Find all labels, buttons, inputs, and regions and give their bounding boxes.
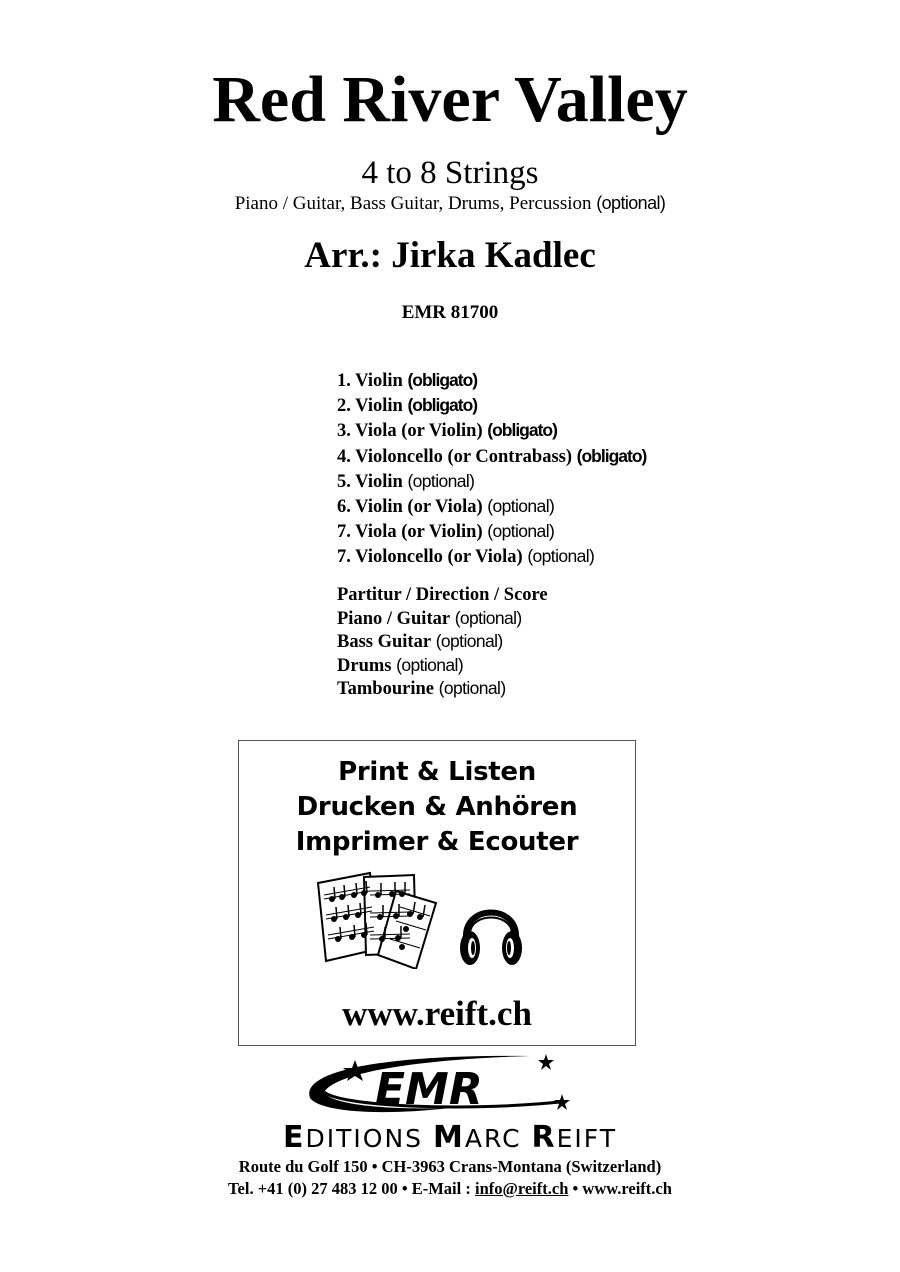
part-note: (optional)	[487, 521, 555, 542]
extra-note: (optional)	[435, 631, 503, 652]
extra-item	[337, 654, 548, 678]
extra-name: Tambourine	[337, 679, 434, 700]
instrumentation-optional: (optional)	[596, 193, 666, 213]
part-item	[337, 519, 646, 544]
extra-note: (optional)	[438, 678, 506, 699]
headphones-icon	[458, 894, 524, 968]
publisher-contact	[0, 1179, 900, 1199]
part-note: (obligato)	[576, 445, 647, 466]
contact-phone: Tel. +41 (0) 27 483 12 00 • E-Mail :	[228, 1179, 475, 1198]
extra-name: Piano / Guitar	[337, 608, 451, 629]
part-note: (optional)	[527, 546, 595, 567]
part-name: 2. Violin	[337, 396, 403, 417]
part-note: (obligato)	[407, 395, 478, 416]
arranger: Arr.: Jirka Kadlec	[304, 235, 596, 276]
part-item	[337, 544, 646, 569]
extra-item	[337, 677, 548, 701]
part-item	[337, 494, 646, 519]
contact-website[interactable]: • www.reift.ch	[568, 1179, 672, 1198]
print-listen-fr: Imprimer & Ecouter	[295, 827, 579, 857]
emr-logo-text: EMR	[375, 1064, 483, 1115]
publisher-initial-r: R	[531, 1120, 557, 1155]
part-name: 7. Violoncello (or Viola)	[337, 547, 523, 568]
print-listen-en: Print & Listen	[338, 757, 536, 787]
extra-name: Drums	[337, 655, 392, 676]
extra-item	[337, 607, 548, 631]
emr-logo	[300, 1050, 600, 1120]
publisher-initial-e: E	[283, 1120, 306, 1155]
print-listen-de: Drucken & Anhören	[296, 792, 578, 822]
part-note: (optional)	[487, 496, 555, 517]
part-note: (optional)	[407, 470, 475, 491]
page-title: Red River Valley	[212, 63, 688, 136]
publisher-name	[0, 1120, 900, 1155]
part-name: 7. Viola (or Violin)	[337, 522, 483, 543]
part-item	[337, 444, 646, 469]
extra-item	[337, 584, 548, 607]
part-note: (obligato)	[487, 420, 557, 441]
extras-list	[337, 584, 548, 701]
extra-note: (optional)	[454, 607, 522, 628]
catalog-number: EMR 81700	[401, 302, 499, 323]
part-name: 1. Violin	[337, 371, 403, 391]
publisher-word-ditions: DITIONS	[305, 1124, 433, 1153]
instrumentation-line	[0, 193, 900, 215]
instrumentation-text: Piano / Guitar, Bass Guitar, Drums, Percussion	[234, 193, 592, 214]
extra-note: (optional)	[396, 654, 464, 675]
print-listen-box	[238, 740, 636, 1046]
part-item	[337, 393, 646, 418]
part-name: 6. Violin (or Viola)	[337, 497, 483, 518]
publisher-address: Route du Golf 150 • CH-3963 Crans-Montana (Switzerland)	[238, 1157, 662, 1176]
part-name: 3. Viola (or Violin)	[337, 421, 483, 442]
part-item	[337, 368, 646, 393]
extra-name: Partitur / Direction / Score	[337, 585, 548, 605]
sheet-music-icon	[312, 869, 438, 969]
part-item	[337, 469, 646, 494]
part-note: (obligato)	[407, 370, 478, 390]
email-link[interactable]: info@reift.ch	[474, 1179, 569, 1198]
extra-name: Bass Guitar	[337, 632, 432, 653]
publisher-initial-m: M	[432, 1120, 465, 1155]
publisher-word-arc: ARC	[464, 1124, 532, 1153]
part-name: 5. Violin	[337, 471, 403, 492]
part-item	[337, 418, 646, 443]
extra-item	[337, 630, 548, 654]
parts-list	[337, 368, 646, 570]
part-name: 4. Violoncello (or Contrabass)	[337, 446, 573, 467]
subtitle: 4 to 8 Strings	[361, 155, 539, 191]
publisher-word-eift: EIFT	[556, 1124, 617, 1153]
website-url[interactable]: www.reift.ch	[342, 994, 532, 1033]
